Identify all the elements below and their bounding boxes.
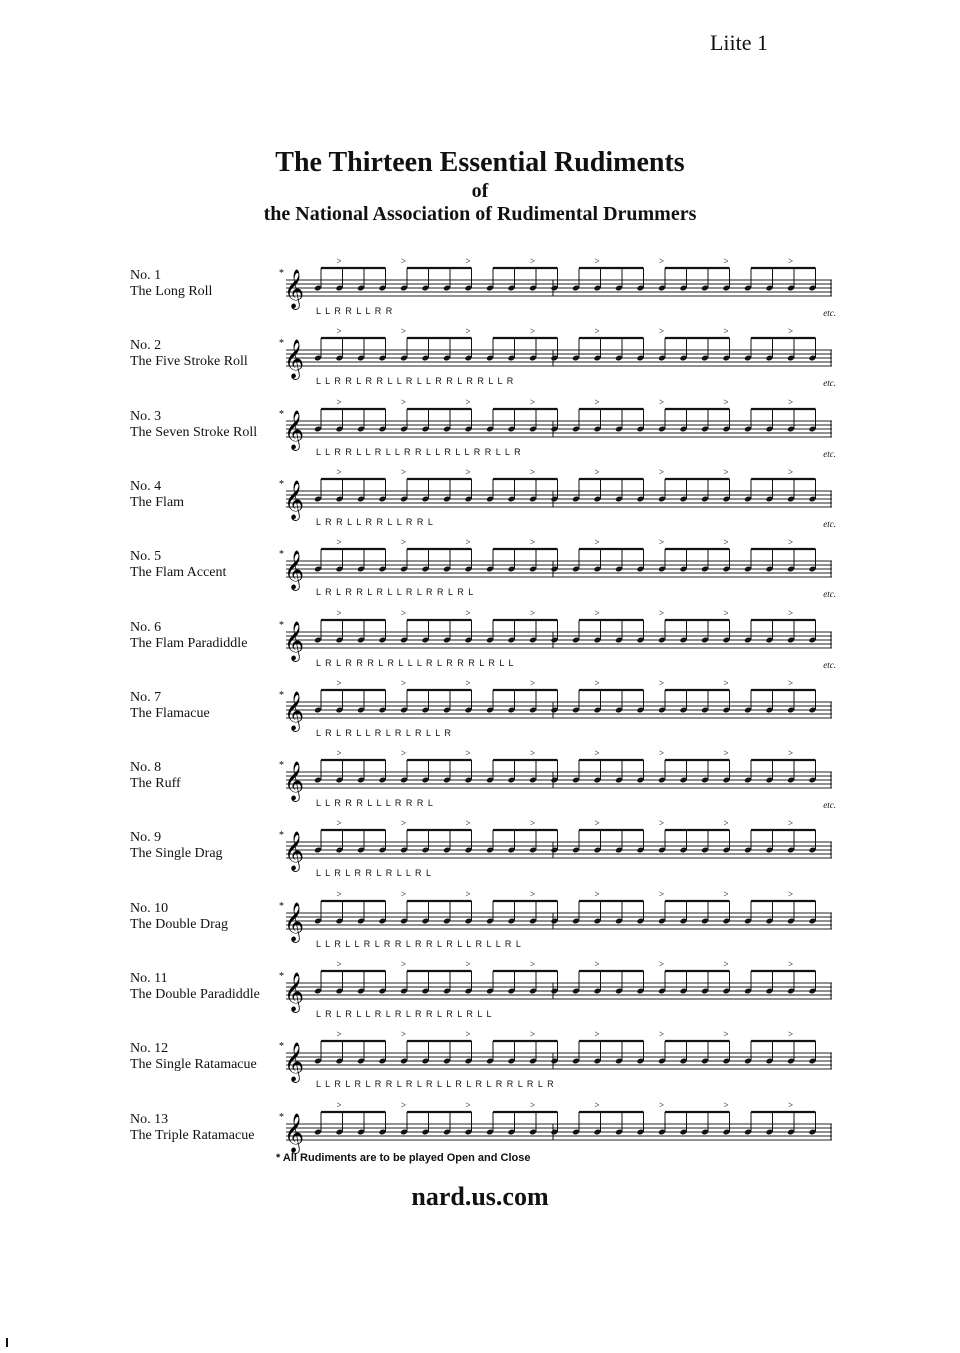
accent-icon: > — [594, 889, 600, 899]
accent-icon: > — [401, 748, 407, 758]
accent-icon: > — [336, 326, 342, 336]
accent-icon: > — [788, 608, 794, 618]
accent-icon: > — [659, 537, 665, 547]
accent-icon: > — [336, 959, 342, 969]
rudiment-staff — [276, 889, 832, 942]
accent-icon: > — [530, 467, 536, 477]
rudiment-number: No. 5 — [130, 549, 162, 564]
rudiment-name: The Flam Paradiddle — [130, 636, 248, 651]
sticking-pattern: L L R R L L R L L R R L L R L L R R L L R — [316, 447, 522, 457]
accent-icon: > — [723, 397, 729, 407]
rudiment-number: No. 11 — [130, 971, 168, 986]
rudiment-label — [130, 1112, 280, 1144]
sticking-pattern: L R L R R L R L L R L R R L R L — [316, 587, 475, 597]
rudiment-row — [0, 256, 960, 324]
accent-icon: > — [788, 1100, 794, 1110]
rudiment-name: The Triple Ratamacue — [130, 1128, 255, 1143]
rudiment-row — [0, 678, 960, 746]
accent-icon: > — [788, 397, 794, 407]
accent-icon: > — [788, 1029, 794, 1039]
accent-icon: > — [401, 608, 407, 618]
accent-icon: > — [336, 1100, 342, 1110]
rudiment-label — [130, 971, 280, 1003]
asterisk-icon: * — [279, 971, 284, 982]
accent-icon: > — [594, 326, 600, 336]
accent-icon: > — [659, 608, 665, 618]
accent-icon: > — [659, 889, 665, 899]
rudiment-staff — [276, 1029, 832, 1082]
accent-icon: > — [530, 397, 536, 407]
rudiment-label — [130, 620, 280, 652]
rudiment-label — [130, 690, 280, 722]
accent-icon: > — [465, 1029, 471, 1039]
accent-icon: > — [530, 608, 536, 618]
rudiment-number: No. 3 — [130, 409, 162, 424]
asterisk-icon: * — [279, 760, 284, 771]
rudiment-row — [0, 748, 960, 816]
accent-icon: > — [530, 1100, 536, 1110]
rudiment-row — [0, 889, 960, 957]
accent-icon: > — [723, 959, 729, 969]
accent-icon: > — [659, 256, 665, 266]
accent-icon: > — [530, 889, 536, 899]
appendix-label: Liite 1 — [709, 30, 768, 55]
accent-icon: > — [594, 467, 600, 477]
rudiment-staff — [276, 818, 832, 871]
accent-icon: > — [465, 818, 471, 828]
accent-icon: > — [530, 959, 536, 969]
accent-icon: > — [723, 1029, 729, 1039]
page-subtitle: the National Association of Rudimental Drummers — [263, 203, 697, 225]
accent-icon: > — [659, 1100, 665, 1110]
accent-icon: > — [336, 256, 342, 266]
sticking-pattern: L L R L L R L R R L R R L R L L R L L R L — [316, 939, 522, 949]
rudiment-label — [130, 901, 280, 933]
rudiment-name: The Single Ratamacue — [130, 1057, 257, 1072]
accent-icon: > — [401, 256, 407, 266]
accent-icon: > — [723, 748, 729, 758]
rudiment-row — [0, 326, 960, 394]
rudiment-label — [130, 338, 280, 370]
accent-icon: > — [530, 818, 536, 828]
accent-icon: > — [530, 256, 536, 266]
rudiment-name: The Single Drag — [130, 846, 223, 861]
accent-icon: > — [659, 678, 665, 688]
accent-icon: > — [336, 678, 342, 688]
accent-icon: > — [594, 537, 600, 547]
accent-icon: > — [659, 748, 665, 758]
asterisk-icon: * — [279, 620, 284, 631]
accent-icon: > — [336, 467, 342, 477]
rudiment-label — [130, 760, 280, 792]
accent-icon: > — [401, 326, 407, 336]
clef-icon: 𝄞 — [284, 550, 305, 590]
accent-icon: > — [788, 256, 794, 266]
accent-icon: > — [336, 1029, 342, 1039]
accent-icon: > — [530, 1029, 536, 1039]
rudiment-staff — [276, 1100, 832, 1153]
sticking-pattern: L L R L R L R R L R L R L L R L R L R R L R L R — [316, 1079, 555, 1089]
accent-icon: > — [594, 818, 600, 828]
clef-icon: 𝄞 — [284, 269, 305, 309]
accent-icon: > — [594, 1100, 600, 1110]
rudiment-row — [0, 818, 960, 886]
sticking-pattern: L R L R R R L R L L L R L R R R L R L L — [316, 658, 515, 668]
accent-icon: > — [401, 1029, 407, 1039]
etc-label: etc. — [823, 308, 836, 318]
accent-icon: > — [336, 608, 342, 618]
accent-icon: > — [401, 818, 407, 828]
rudiment-name: The Double Drag — [130, 917, 228, 932]
sticking-pattern: L R L R L L R L R L R R L R L R L L — [316, 1009, 493, 1019]
rudiment-staff — [276, 397, 832, 450]
page-title: The Thirteen Essential Rudiments — [275, 147, 685, 178]
rudiment-staff — [276, 678, 832, 731]
rudiment-name: The Double Paradiddle — [130, 987, 260, 1002]
accent-icon: > — [530, 326, 536, 336]
rudiment-name: The Long Roll — [130, 284, 213, 299]
accent-icon: > — [788, 959, 794, 969]
accent-icon: > — [336, 748, 342, 758]
asterisk-icon: * — [279, 1041, 284, 1052]
accent-icon: > — [401, 537, 407, 547]
accent-icon: > — [723, 818, 729, 828]
accent-icon: > — [401, 1100, 407, 1110]
accent-icon: > — [401, 397, 407, 407]
rudiment-name: The Flam — [130, 495, 185, 510]
etc-label: etc. — [823, 378, 836, 388]
clef-icon: 𝄞 — [284, 902, 305, 942]
sticking-pattern: L L R L R R L R L L R L — [316, 868, 433, 878]
clef-icon: 𝄞 — [284, 831, 305, 871]
website: nard.us.com — [411, 1182, 549, 1211]
sticking-pattern: L L R R L L R R — [316, 306, 394, 316]
asterisk-icon: * — [279, 830, 284, 841]
accent-icon: > — [465, 256, 471, 266]
rudiment-staff — [276, 467, 832, 520]
clef-icon: 𝄞 — [284, 691, 305, 731]
rudiment-label — [130, 1041, 280, 1073]
accent-icon: > — [659, 326, 665, 336]
etc-label: etc. — [823, 449, 836, 459]
rudiment-label — [130, 409, 280, 441]
rudiment-number: No. 7 — [130, 690, 162, 705]
rudiment-staff — [276, 748, 832, 801]
asterisk-icon: * — [279, 690, 284, 701]
accent-icon: > — [465, 608, 471, 618]
rudiment-row — [0, 467, 960, 535]
rudiment-staff — [276, 608, 832, 661]
etc-label: etc. — [823, 519, 836, 529]
accent-icon: > — [594, 959, 600, 969]
accent-icon: > — [530, 678, 536, 688]
accent-icon: > — [465, 326, 471, 336]
rudiment-row — [0, 537, 960, 605]
accent-icon: > — [465, 1100, 471, 1110]
accent-icon: > — [594, 678, 600, 688]
accent-icon: > — [659, 818, 665, 828]
clef-icon: 𝄞 — [284, 761, 305, 801]
accent-icon: > — [336, 889, 342, 899]
accent-icon: > — [401, 889, 407, 899]
accent-icon: > — [594, 397, 600, 407]
clef-icon: 𝄞 — [284, 410, 305, 450]
accent-icon: > — [723, 1100, 729, 1110]
asterisk-icon: * — [279, 479, 284, 490]
accent-icon: > — [530, 537, 536, 547]
title-block — [0, 146, 960, 226]
rudiment-name: The Flamacue — [130, 706, 210, 721]
asterisk-icon: * — [279, 901, 284, 912]
rudiment-number: No. 4 — [130, 479, 162, 494]
rudiment-label — [130, 268, 280, 300]
accent-icon: > — [336, 537, 342, 547]
rudiment-number: No. 12 — [130, 1041, 169, 1056]
rudiment-name: The Flam Accent — [130, 565, 227, 580]
etc-label: etc. — [823, 660, 836, 670]
page-title-of: of — [471, 180, 489, 202]
accent-icon: > — [336, 818, 342, 828]
clef-icon: 𝄞 — [284, 621, 305, 661]
accent-icon: > — [788, 818, 794, 828]
accent-icon: > — [788, 889, 794, 899]
asterisk-icon: * — [279, 409, 284, 420]
rudiment-staff — [276, 959, 832, 1012]
accent-icon: > — [594, 1029, 600, 1039]
clef-icon: 𝄞 — [284, 339, 305, 379]
accent-icon: > — [336, 397, 342, 407]
accent-icon: > — [465, 678, 471, 688]
rudiment-number: No. 10 — [130, 901, 169, 916]
accent-icon: > — [401, 959, 407, 969]
accent-icon: > — [723, 326, 729, 336]
rudiment-label — [130, 479, 280, 511]
sticking-pattern: L L R R R L L L R R R L — [316, 798, 434, 808]
accent-icon: > — [788, 748, 794, 758]
asterisk-icon: * — [279, 268, 284, 279]
accent-icon: > — [723, 467, 729, 477]
accent-icon: > — [723, 256, 729, 266]
rudiment-name: The Five Stroke Roll — [130, 354, 248, 369]
scan-edge-mark — [6, 1338, 8, 1347]
rudiment-name: The Seven Stroke Roll — [130, 425, 258, 440]
etc-label: etc. — [823, 589, 836, 599]
accent-icon: > — [723, 537, 729, 547]
accent-icon: > — [530, 748, 536, 758]
clef-icon: 𝄞 — [284, 480, 305, 520]
sticking-pattern: L L R R L R R L L R L L R R L R R L L R — [316, 376, 515, 386]
accent-icon: > — [723, 889, 729, 899]
accent-icon: > — [594, 748, 600, 758]
clef-icon: 𝄞 — [284, 972, 305, 1012]
accent-icon: > — [788, 467, 794, 477]
accent-icon: > — [465, 889, 471, 899]
rudiment-number: No. 8 — [130, 760, 162, 775]
rudiment-name: The Ruff — [130, 776, 181, 791]
clef-icon: 𝄞 — [284, 1113, 305, 1153]
sticking-pattern: L R L R L L R L R L R L L R — [316, 728, 452, 738]
rudiment-staff — [276, 326, 832, 379]
accent-icon: > — [465, 467, 471, 477]
etc-label: etc. — [823, 800, 836, 810]
accent-icon: > — [723, 678, 729, 688]
sticking-pattern: L R R L L R R L L R R L — [316, 517, 434, 527]
rudiment-row — [0, 397, 960, 465]
accent-icon: > — [659, 397, 665, 407]
rudiment-number: No. 1 — [130, 268, 162, 283]
asterisk-icon: * — [279, 338, 284, 349]
accent-icon: > — [594, 608, 600, 618]
rudiment-number: No. 9 — [130, 830, 162, 845]
accent-icon: > — [465, 537, 471, 547]
clef-icon: 𝄞 — [284, 1042, 305, 1082]
rudiment-row — [0, 959, 960, 1027]
accent-icon: > — [594, 256, 600, 266]
rudiment-number: No. 2 — [130, 338, 162, 353]
accent-icon: > — [788, 537, 794, 547]
rudiment-number: No. 6 — [130, 620, 162, 635]
accent-icon: > — [465, 748, 471, 758]
accent-icon: > — [465, 959, 471, 969]
rudiment-number: No. 13 — [130, 1112, 169, 1127]
accent-icon: > — [465, 397, 471, 407]
footnote: * All Rudiments are to be played Open and Close — [276, 1152, 531, 1164]
accent-icon: > — [659, 1029, 665, 1039]
rudiment-label — [130, 830, 280, 862]
accent-icon: > — [401, 678, 407, 688]
asterisk-icon: * — [279, 549, 284, 560]
asterisk-icon: * — [279, 1112, 284, 1123]
accent-icon: > — [788, 678, 794, 688]
rudiment-staff — [276, 537, 832, 590]
accent-icon: > — [788, 326, 794, 336]
accent-icon: > — [723, 608, 729, 618]
accent-icon: > — [659, 959, 665, 969]
rudiment-staff — [276, 256, 832, 309]
accent-icon: > — [401, 467, 407, 477]
rudiment-label — [130, 549, 280, 581]
rudiment-row — [0, 1029, 960, 1097]
accent-icon: > — [659, 467, 665, 477]
rudiment-row — [0, 608, 960, 676]
